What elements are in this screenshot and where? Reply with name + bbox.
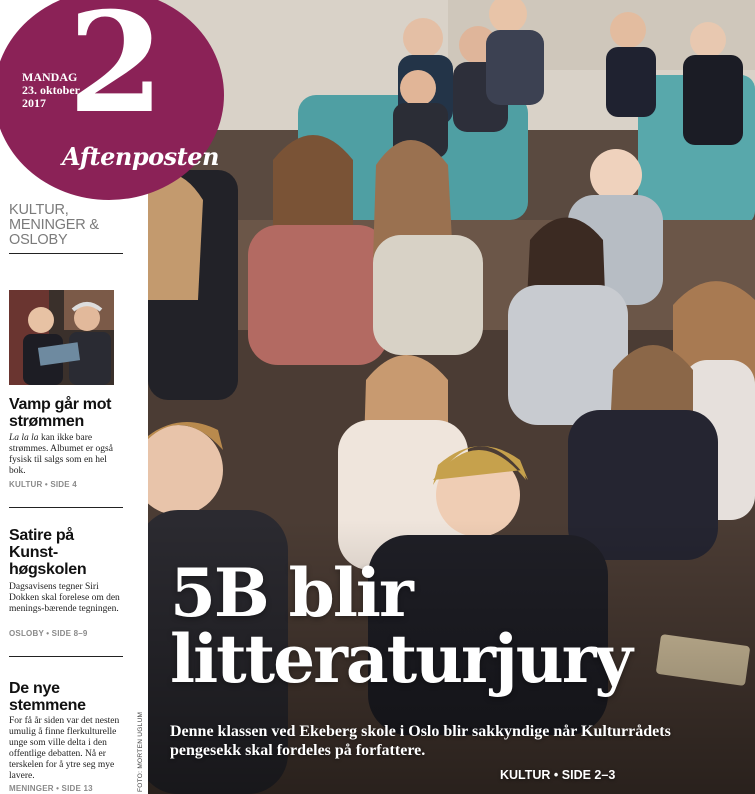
newspaper-logo: Aftenposten	[62, 142, 219, 171]
edition-number: 2	[68, 0, 165, 144]
story-kicker[interactable]: MENINGER • SIDE 13	[9, 784, 93, 793]
story-thumbnail	[9, 290, 114, 385]
story-body-text: kan ikke bare strømmes. Albumet er også fysisk til salgs som en hel bok.	[9, 433, 113, 476]
story-headline[interactable]: Vamp går mot strømmen	[9, 396, 112, 430]
section-label: KULTUR, MENINGER & OSLOBY	[9, 202, 99, 248]
divider	[9, 507, 123, 508]
story-body: Dagsavisens tegner Siri Dokken skal forelese om den menings-bærende tegningen.	[9, 582, 120, 614]
divider	[9, 253, 123, 254]
edition-year: 2017	[22, 96, 46, 110]
divider	[9, 656, 123, 657]
story-headline[interactable]: De nye stemmene	[9, 680, 86, 714]
story-body: For få år siden var det nesten umulig å finne flerkulturelle unge som ville delta i den offentlige debatten. Nå er terskelen for å ytre seg mye lavere.	[9, 716, 120, 781]
edition-day: MANDAG	[22, 70, 78, 84]
story-kicker[interactable]: KULTUR • SIDE 4	[9, 480, 77, 489]
edition-date: 23. oktober	[22, 83, 80, 97]
main-page-reference[interactable]: KULTUR • SIDE 2–3	[500, 768, 616, 782]
photo-credit: FOTO: MORTEN UGLUM	[137, 711, 144, 792]
story-kicker[interactable]: OSLOBY • SIDE 8–9	[9, 629, 88, 638]
main-deck: Denne klassen ved Ekeberg skole i Oslo blir sakkyndige når Kulturrådets pengesekk skal fordeles på forfattere.	[170, 723, 671, 759]
main-headline[interactable]: 5B blir litteraturjury	[170, 554, 631, 698]
story-headline[interactable]: Satire på Kunst-høgskolen	[9, 527, 87, 578]
thumbnail-illustration	[9, 290, 114, 385]
story-body-italic: La la la	[9, 433, 39, 443]
story-body	[9, 433, 125, 477]
